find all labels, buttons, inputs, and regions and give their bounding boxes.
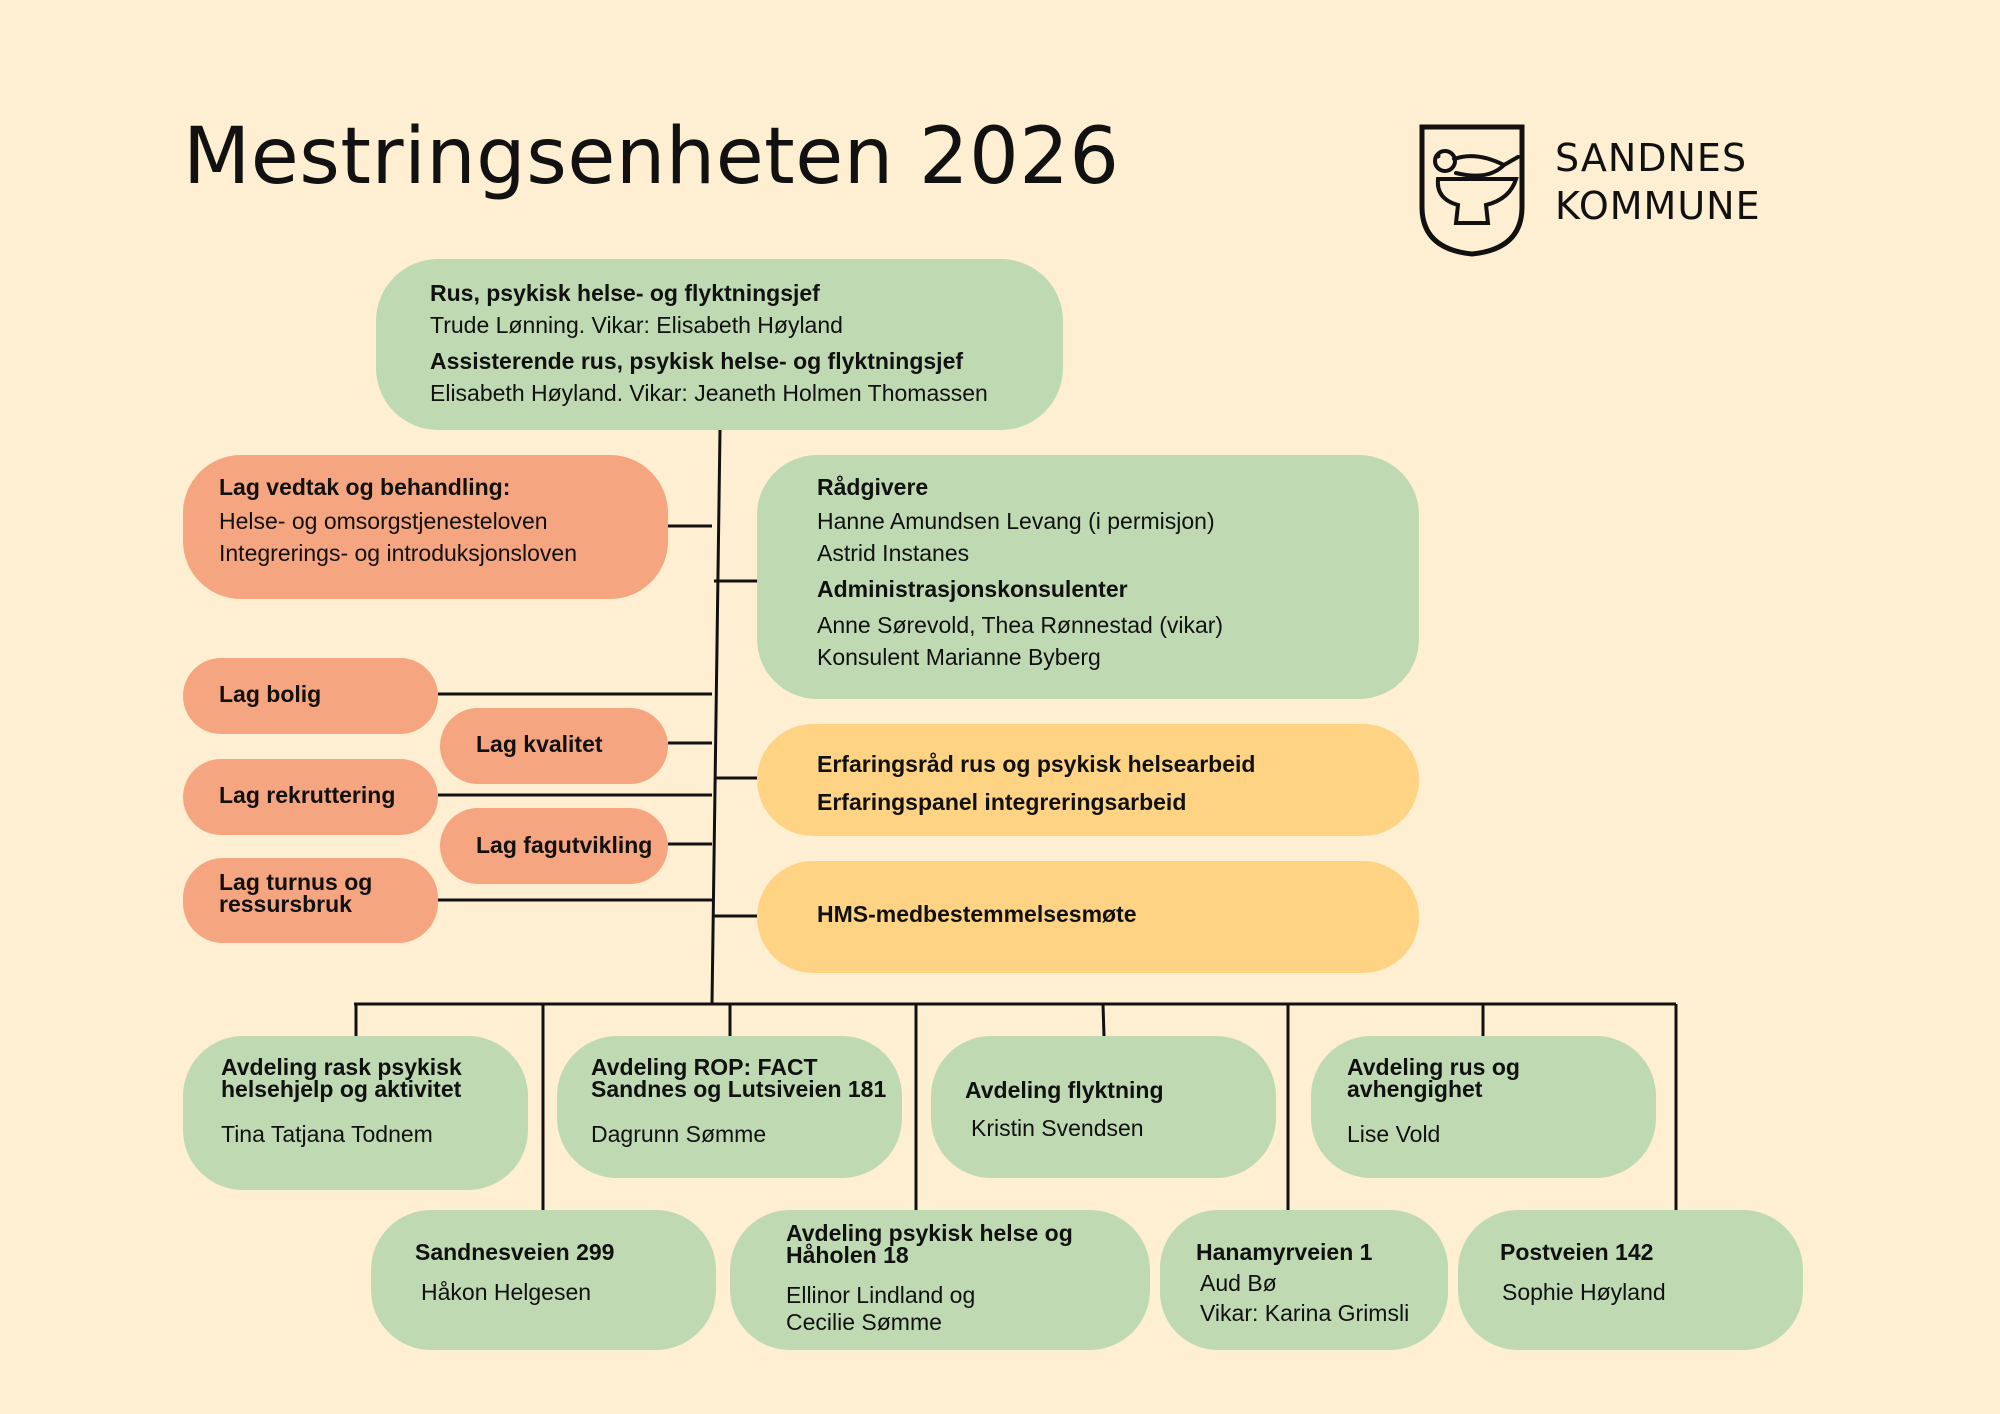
admin-line-1: Anne Sørevold, Thea Rønnestad (vikar)	[817, 612, 1224, 638]
dept-sandnesveien-name: Håkon Helgesen	[421, 1279, 592, 1305]
dept-rus-title-1: Avdeling rus og	[1347, 1054, 1520, 1080]
erfaring-line-2: Erfaringspanel integreringsarbeid	[817, 789, 1187, 815]
vedtak-title: Lag vedtak og behandling:	[219, 474, 511, 500]
page-title: Mestringsenheten 2026	[183, 112, 1120, 202]
radgivere-line-2: Astrid Instanes	[817, 540, 970, 566]
assistant-role: Assisterende rus, psykisk helse- og flyktningsjef	[430, 348, 964, 374]
dept-rop-box	[557, 1036, 902, 1178]
dept-hanamyr-title: Hanamyrveien 1	[1196, 1239, 1373, 1265]
radgivere-line-1: Hanne Amundsen Levang (i permisjon)	[817, 508, 1215, 534]
admin-title: Administrasjonskonsulenter	[817, 576, 1128, 602]
dept-flyktning-title: Avdeling flyktning	[965, 1077, 1164, 1103]
lag-bolig-box	[183, 658, 438, 734]
assistant-name: Elisabeth Høyland. Vikar: Jeaneth Holmen Thomassen	[430, 380, 988, 406]
admin-line-2: Konsulent Marianne Byberg	[817, 644, 1101, 670]
hms-box	[757, 861, 1419, 973]
dept-psykisk-name-2: Cecilie Sømme	[786, 1309, 942, 1335]
dept-rop-name: Dagrunn Sømme	[591, 1121, 767, 1147]
leader-name: Trude Lønning. Vikar: Elisabeth Høyland	[430, 312, 843, 338]
dept-sandnesveien-box	[371, 1210, 716, 1350]
dept-psykisk-box	[730, 1210, 1150, 1350]
logo-wordmark	[1555, 134, 1761, 230]
dept-rask-name: Tina Tatjana Todnem	[221, 1121, 433, 1147]
dept-rask-title-1: Avdeling rask psykisk	[221, 1054, 462, 1080]
lag-turnus-box	[183, 858, 438, 943]
dept-hanamyr-box	[1160, 1210, 1448, 1350]
dept-psykisk-title-1: Avdeling psykisk helse og	[786, 1220, 1073, 1246]
lag-turnus-line-2: ressursbruk	[219, 891, 352, 917]
dept-rus-title-2: avhengighet	[1347, 1076, 1483, 1102]
hms-label: HMS-medbestemmelsesmøte	[817, 901, 1137, 927]
lag-bolig-label: Lag bolig	[219, 681, 322, 707]
lag-kvalitet-label: Lag kvalitet	[476, 731, 603, 757]
radgivere-title: Rådgivere	[817, 474, 929, 500]
sandnes-crest-icon	[1418, 123, 1528, 258]
lag-rekruttering-label: Lag rekruttering	[219, 782, 396, 808]
lag-fagutvikling-box	[440, 808, 668, 884]
erfaring-line-1: Erfaringsråd rus og psykisk helsearbeid	[817, 751, 1256, 777]
dept-rus-name: Lise Vold	[1347, 1121, 1441, 1147]
dept-hanamyr-name-2: Vikar: Karina Grimsli	[1200, 1300, 1410, 1326]
dept-psykisk-name-1: Ellinor Lindland og	[786, 1282, 976, 1308]
dept-rask-box	[183, 1036, 528, 1190]
dept-rask-title-2: helsehjelp og aktivitet	[221, 1076, 462, 1102]
logo-line-2: KOMMUNE	[1555, 184, 1761, 228]
radgivere-box	[757, 455, 1419, 699]
lag-fagutvikling-label: Lag fagutvikling	[476, 832, 653, 858]
vedtak-box	[183, 455, 668, 599]
dept-flyktning-name: Kristin Svendsen	[971, 1115, 1144, 1141]
dept-flyktning-box	[931, 1036, 1276, 1178]
leader-box	[376, 259, 1063, 430]
dept-psykisk-title-2: Håholen 18	[786, 1242, 909, 1268]
lag-kvalitet-box	[440, 708, 668, 784]
dept-rus-box	[1311, 1036, 1656, 1178]
leader-role: Rus, psykisk helse- og flyktningsjef	[430, 280, 820, 306]
erfaring-box	[757, 724, 1419, 836]
dept-postveien-title: Postveien 142	[1500, 1239, 1654, 1265]
lag-rekruttering-box	[183, 759, 438, 835]
dept-sandnesveien-title: Sandnesveien 299	[415, 1239, 615, 1265]
dept-hanamyr-name-1: Aud Bø	[1200, 1270, 1277, 1296]
dept-postveien-box	[1458, 1210, 1803, 1350]
lag-turnus-line-1: Lag turnus og	[219, 869, 373, 895]
dept-postveien-name: Sophie Høyland	[1502, 1279, 1666, 1305]
vedtak-line-2: Integrerings- og introduksjonsloven	[219, 540, 577, 566]
dept-rop-title-1: Avdeling ROP: FACT	[591, 1054, 818, 1080]
vedtak-line-1: Helse- og omsorgstjenesteloven	[219, 508, 548, 534]
dept-rop-title-2: Sandnes og Lutsiveien 181	[591, 1076, 887, 1102]
logo-line-1: SANDNES	[1555, 136, 1748, 180]
